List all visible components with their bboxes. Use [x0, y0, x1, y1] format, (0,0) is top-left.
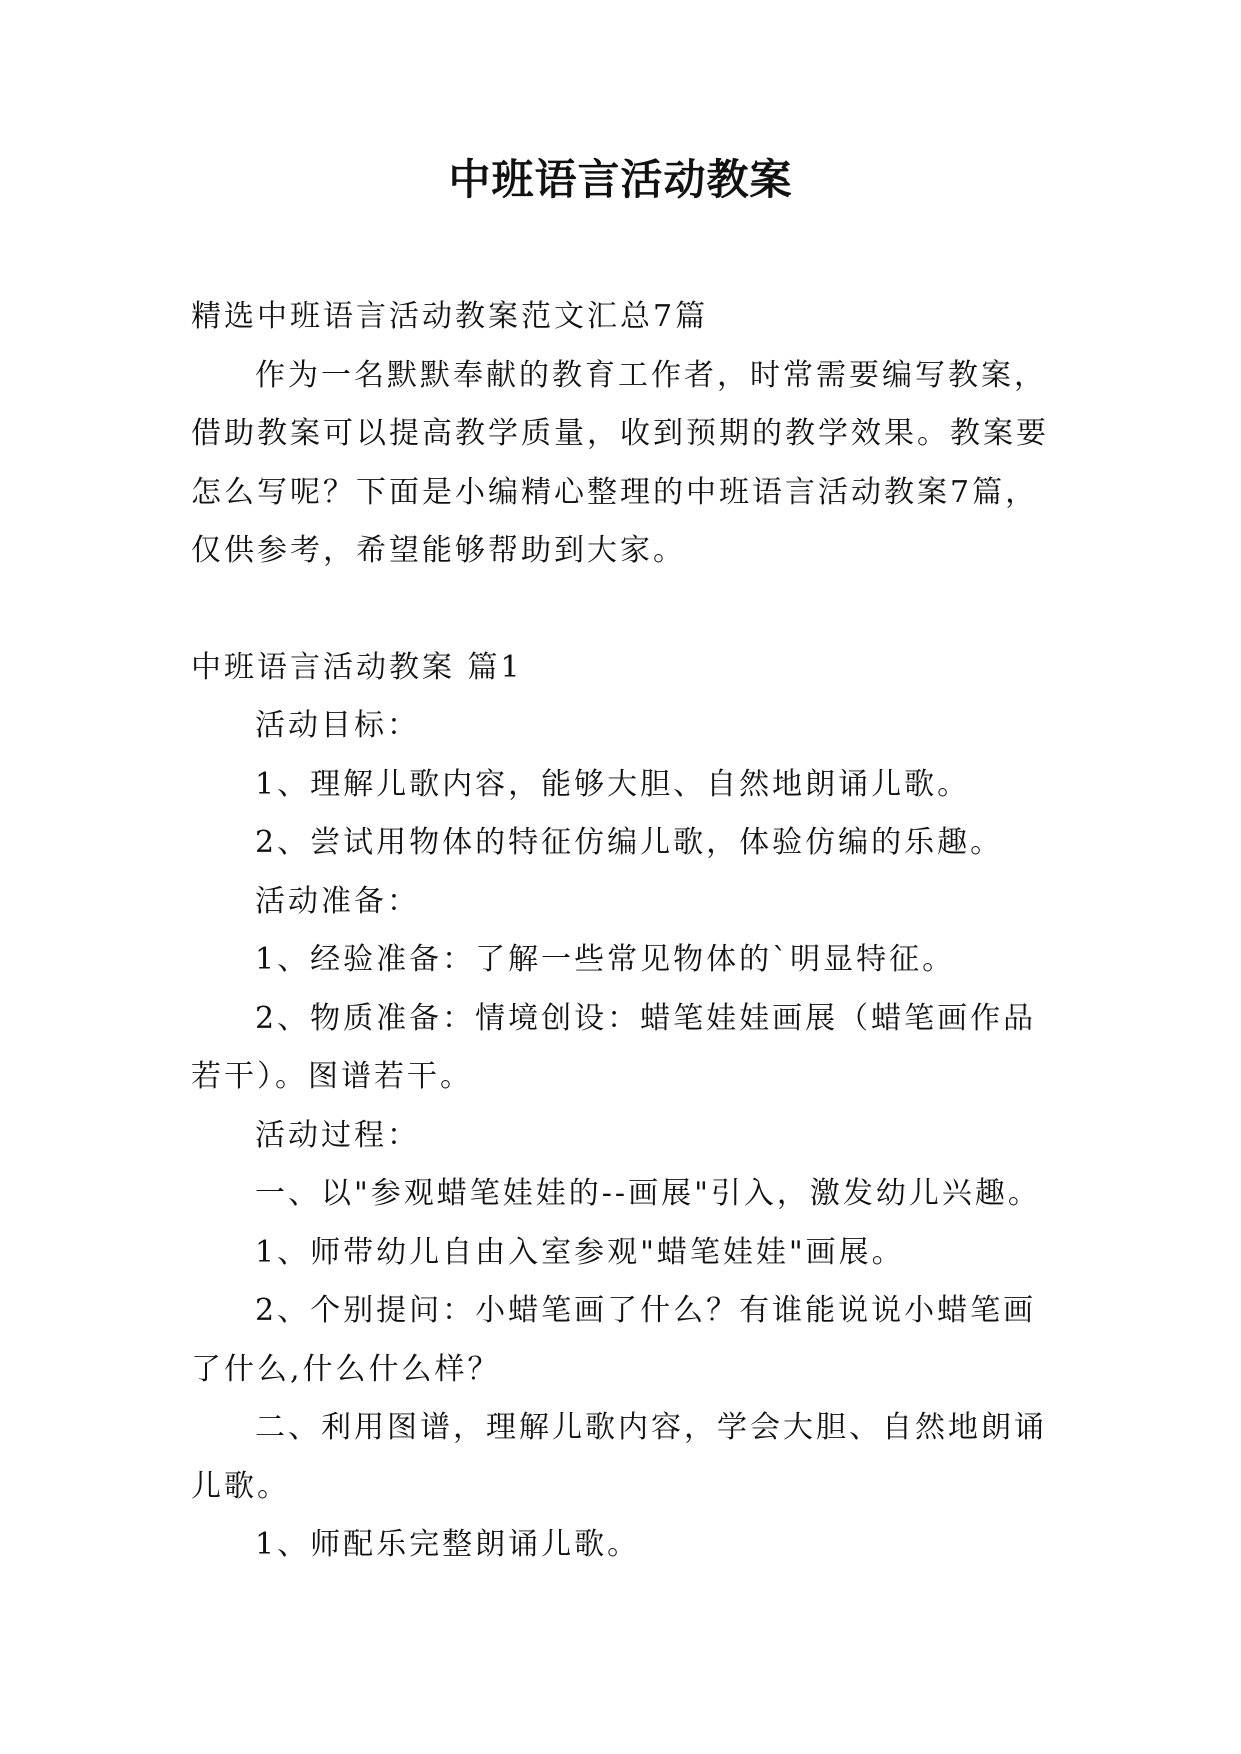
paragraph-activity-process: 活动过程：	[255, 1117, 420, 1153]
paragraph-process-step-2: 二、利用图谱，理解儿歌内容，学会大胆、自然地朗诵儿歌。	[191, 1410, 1047, 1504]
paragraph-process-substep-3: 1、师配乐完整朗诵儿歌。	[255, 1527, 641, 1562]
paragraph-process-substep-2: 2、个别提问：小蜡笔画了什么？有谁能说说小蜡笔画了什么,什么什么样？	[191, 1293, 1037, 1387]
document-title: 中班语言活动教案	[448, 155, 793, 204]
paragraph-goal-1: 1、理解儿歌内容，能够大胆、自然地朗诵儿歌。	[255, 766, 971, 802]
paragraph-process-step-1: 一、以"参观蜡笔娃娃的--画展"引入，激发幼儿兴趣。	[255, 1176, 1041, 1211]
paragraph-preparation-1: 1、经验准备：了解一些常见物体的`明显特征。	[255, 942, 956, 977]
paragraph-process-substep-1: 1、师带幼儿自由入室参观"蜡笔娃娃"画展。	[255, 1234, 905, 1270]
section-heading: 中班语言活动教案 篇1	[191, 649, 523, 685]
paragraph-activity-goals: 活动目标：	[255, 708, 420, 743]
document-subtitle: 精选中班语言活动教案范文汇总7篇	[191, 299, 709, 334]
paragraph-gap	[191, 581, 1061, 639]
document-body	[191, 288, 1061, 1575]
paragraph-preparation-2: 2、物质准备：情境创设：蜡笔娃娃画展（蜡笔画作品若干）。图谱若干。	[191, 1000, 1037, 1094]
intro-paragraph: 作为一名默默奉献的教育工作者，时常需要编写教案，借助教案可以提高教学质量，收到预期的教学效果。教案要怎么写呢？下面是小编精心整理的中班语言活动教案7篇，仅供参考，希望能够帮助到大家。	[191, 357, 1049, 568]
paragraph-goal-2: 2、尝试用物体的特征仿编儿歌，体验仿编的乐趣。	[255, 825, 1004, 860]
paragraph-activity-preparation: 活动准备：	[255, 883, 420, 919]
